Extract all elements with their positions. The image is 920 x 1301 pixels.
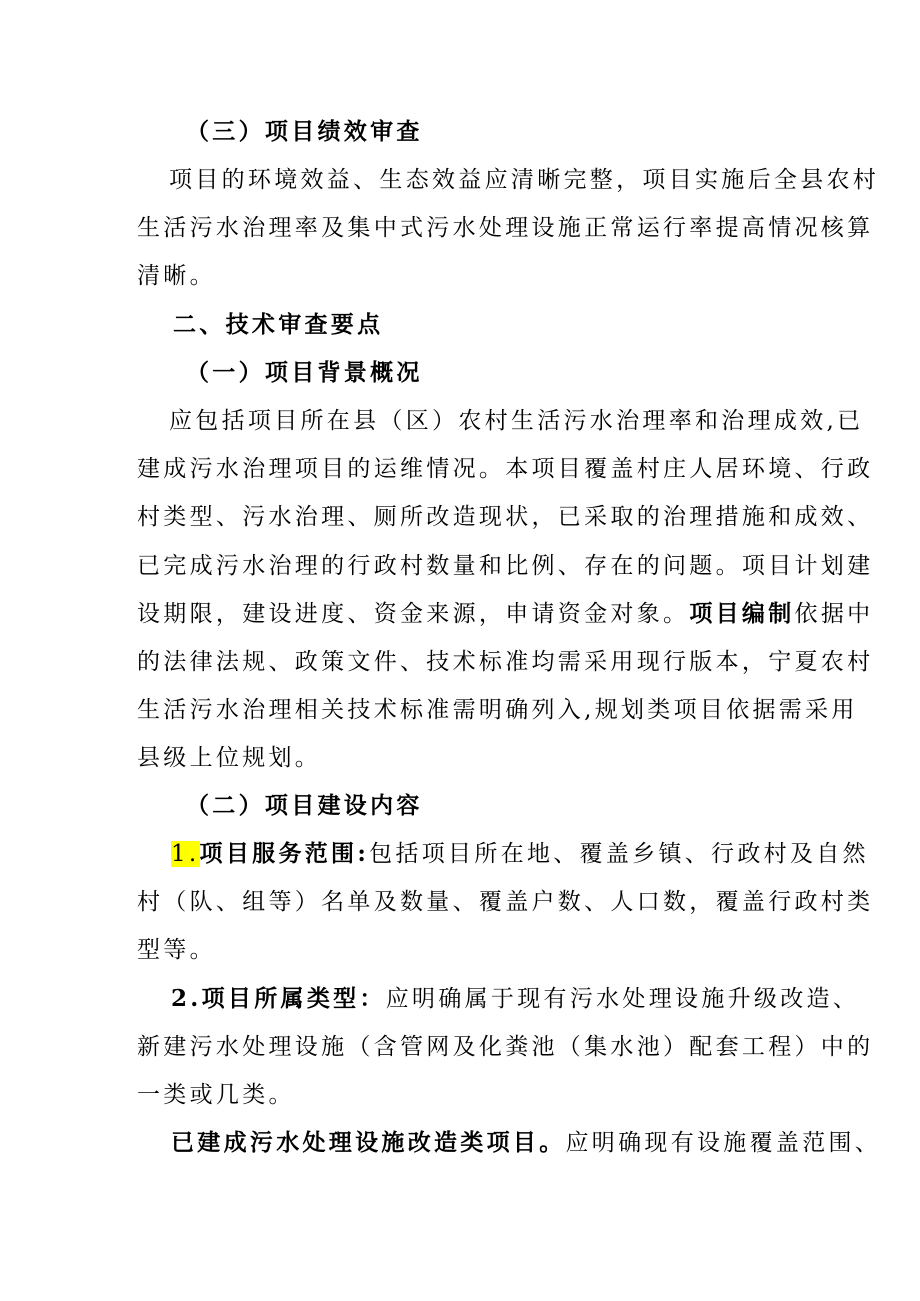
- para-bold-text: 项目编制: [689, 600, 795, 627]
- item2-text: 应明确属于现有污水处理设施升级改造、: [385, 986, 860, 1012]
- para-text: 设期限，建设进度、资金来源，申请资金对象。: [137, 601, 690, 627]
- section3-para-line: 项目的环境效益、生态效益应清晰完整，项目实施后全县农村: [169, 167, 880, 193]
- item3-text: 应明确现有设施覆盖范围、: [565, 1130, 882, 1156]
- item1-title: 项目服务范围:: [199, 840, 370, 867]
- sub1-para-line: 生活污水治理相关技术标准需明确列入,规划类项目依据需采用: [137, 697, 858, 723]
- item1-line: 型等。: [137, 937, 216, 963]
- item2-line: [171, 979, 859, 1019]
- item2-number: 2.: [171, 985, 202, 1012]
- sub1-para-line: 已完成污水治理的行政村数量和比例、存在的问题。项目计划建: [137, 553, 874, 579]
- item2-line: 一类或几类。: [137, 1082, 295, 1108]
- sub1-para-line: 县级上位规划。: [137, 745, 322, 771]
- sub1-para-line: 应包括项目所在县（区）农村生活污水治理率和治理成效,已: [169, 408, 864, 434]
- sub2-heading: （二）项目建设内容: [186, 792, 423, 819]
- sub1-para-line: 建成污水治理项目的运维情况。本项目覆盖村庄人居环境、行政: [137, 456, 874, 482]
- item2-title: 项目所属类型：: [201, 985, 386, 1012]
- item2-line: 新建污水处理设施（含管网及化粪池（集水池）配套工程）中的: [137, 1034, 874, 1060]
- item3-title: 已建成污水处理设施改造类项目。: [171, 1129, 566, 1156]
- item1-text: 包括项目所在地、覆盖乡镇、行政村及自然: [369, 841, 869, 867]
- section3-heading: （三）项目绩效审查: [186, 118, 423, 145]
- item1-line: [171, 834, 869, 874]
- sub1-para-line: [137, 594, 873, 634]
- sub1-para-line: 的法律法规、政策文件、技术标准均需采用现行版本，宁夏农村: [137, 649, 874, 675]
- item1-number: 1.: [171, 841, 200, 867]
- item3-line: [171, 1123, 881, 1163]
- sub1-para-line: 村类型、污水治理、厕所改造现状，已采取的治理措施和成效、: [137, 504, 874, 530]
- part2-heading: 二、技术审查要点: [173, 311, 384, 338]
- section3-para-line: 生活污水治理率及集中式污水处理设施正常运行率提高情况核算: [137, 215, 874, 241]
- para-text: 依据中: [794, 601, 874, 627]
- sub1-heading: （一）项目背景概况: [186, 359, 423, 386]
- item1-line: 村（队、组等）名单及数量、覆盖户数、人口数，覆盖行政村类: [137, 889, 874, 915]
- section3-para-line: 清晰。: [137, 263, 216, 289]
